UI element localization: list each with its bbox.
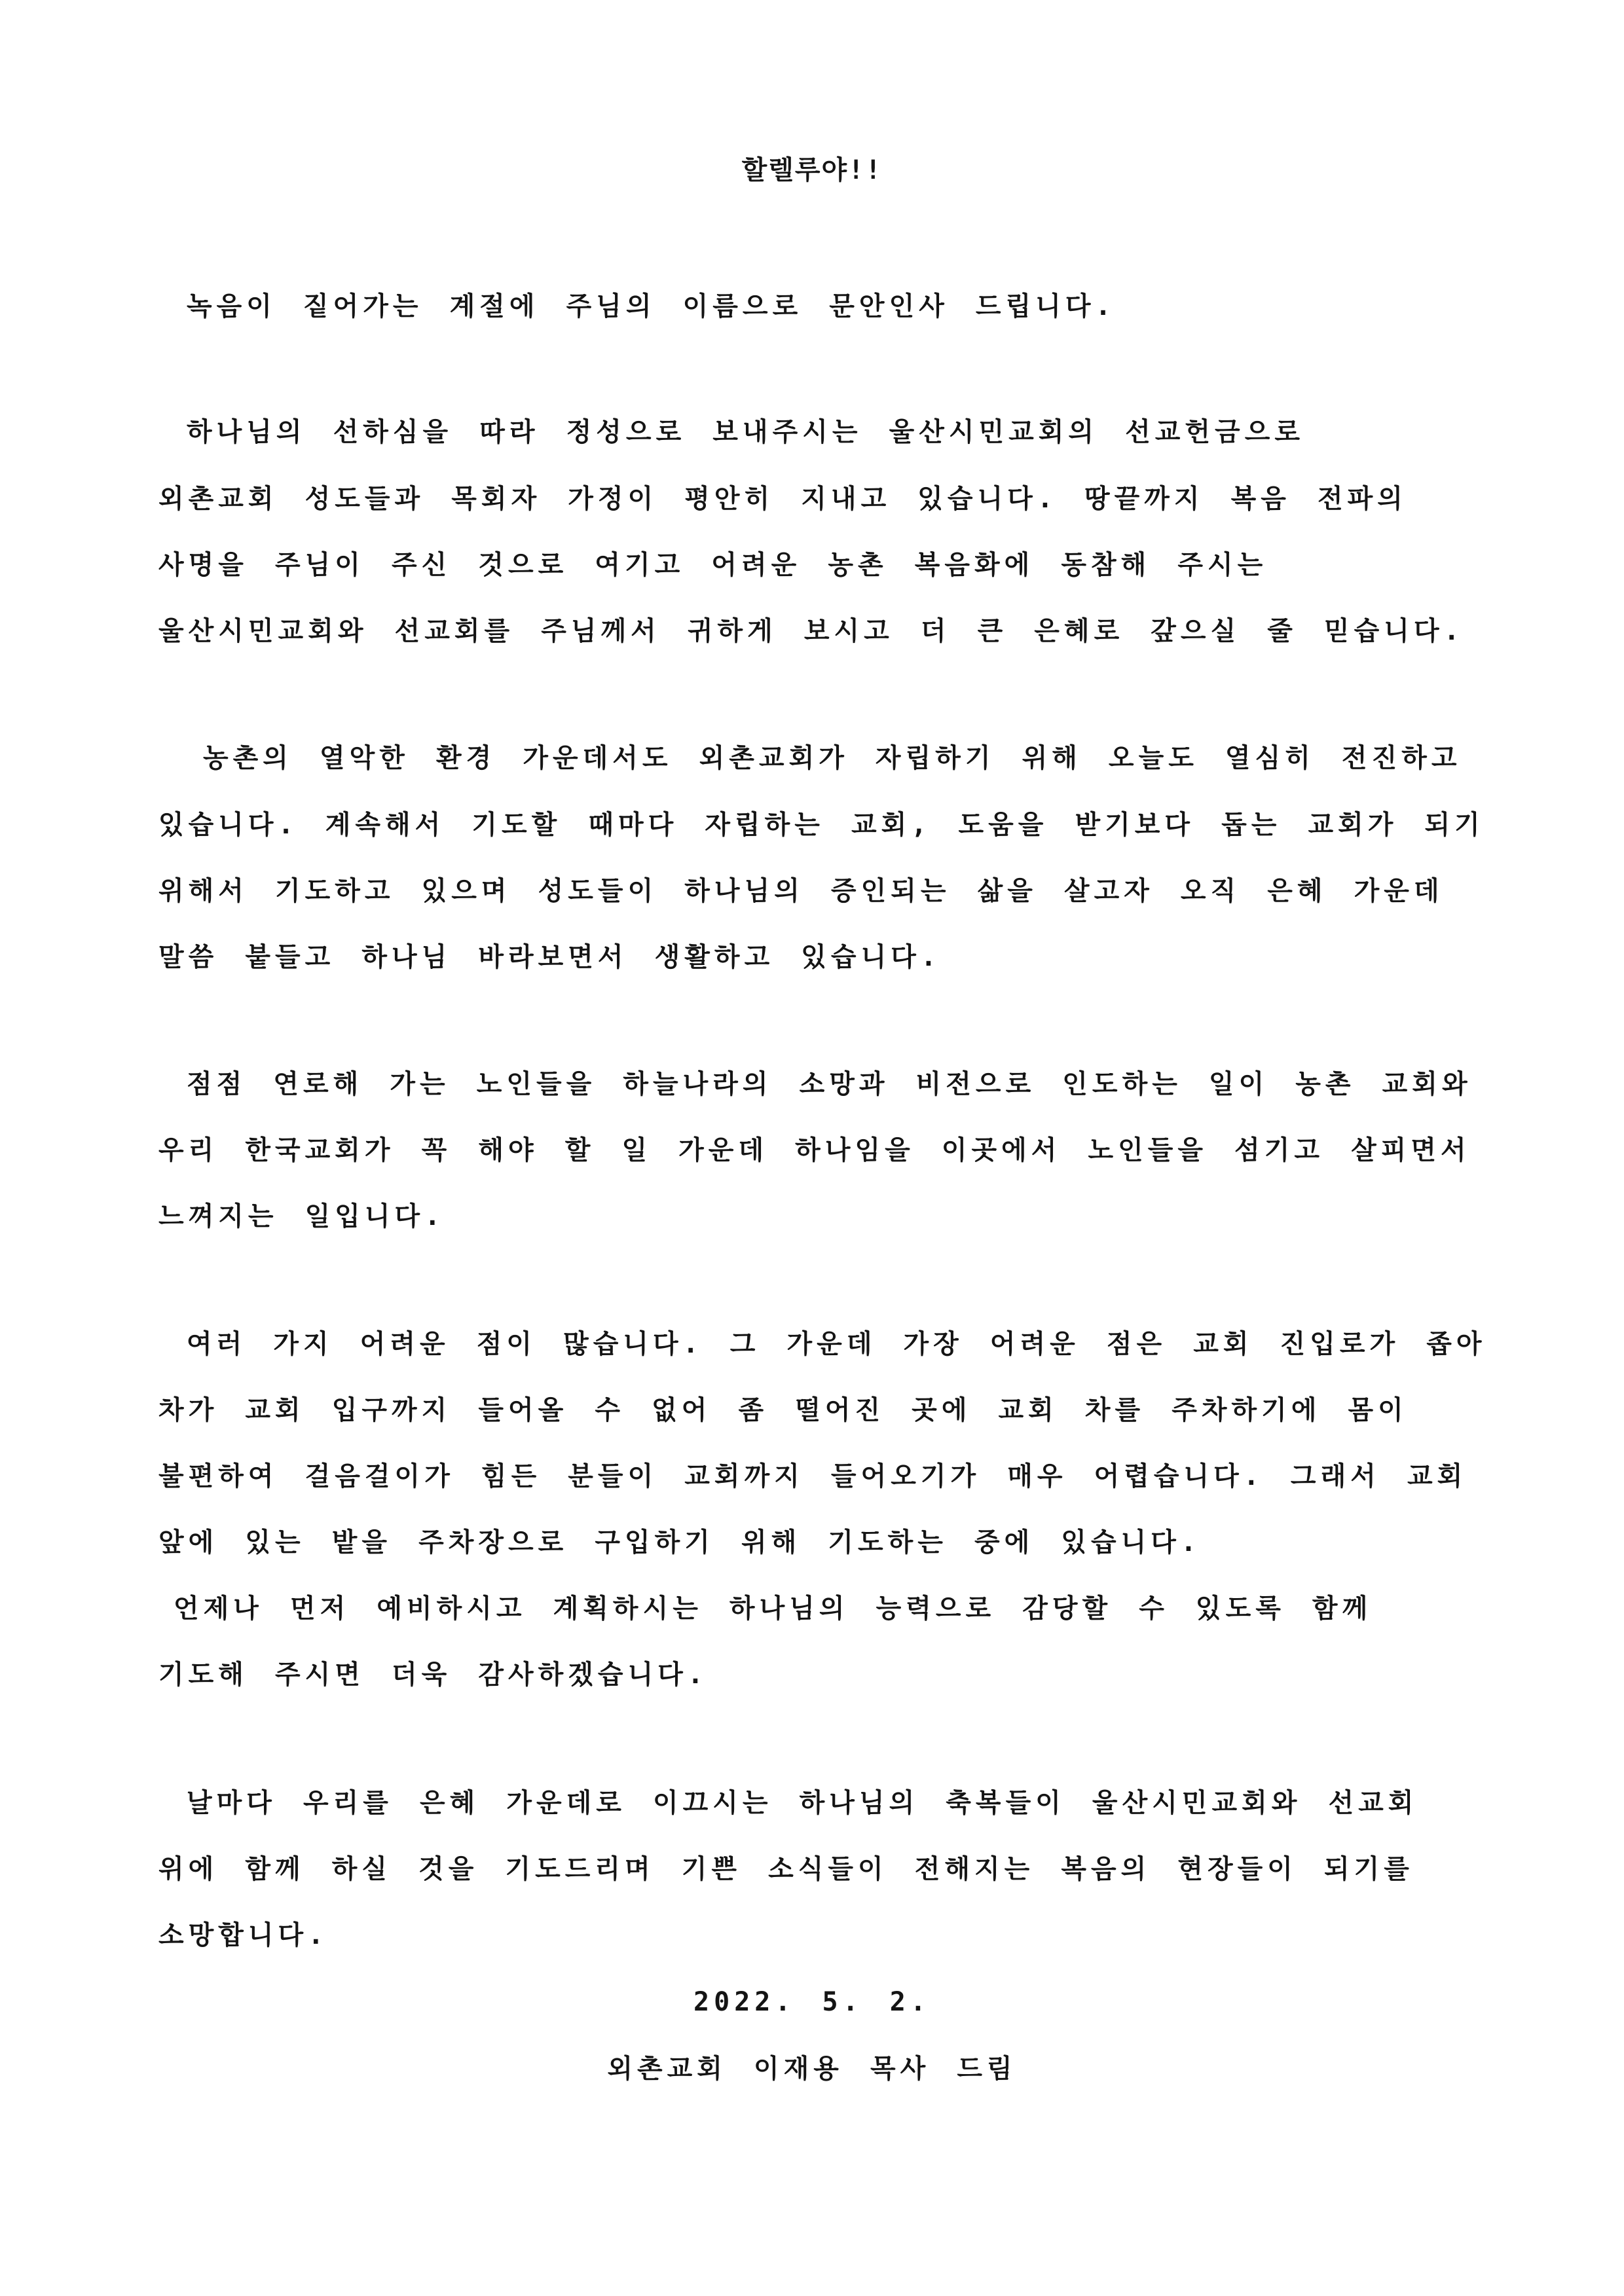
- paragraph-2-line-1: 농촌의 열악한 환경 가운데서도 외촌교회가 자립하기 위해 오늘도 열심히 전진하고: [203, 743, 1462, 773]
- paragraph-1-line-3: 사명을 주님이 주신 것으로 여기고 어려운 농촌 복음화에 동참해 주시는: [158, 550, 1268, 580]
- paragraph-4-line-6: 기도해 주시면 더욱 감사하겠습니다.: [158, 1660, 708, 1690]
- paragraph-4-line-1: 여러 가지 어려운 점이 많습니다. 그 가운데 가장 어려운 점은 교회 진입로가 좁아: [187, 1329, 1486, 1359]
- letter-signature: 외촌교회 이재용 목사 드림: [607, 2054, 1017, 2084]
- paragraph-3-line-3: 느껴지는 일입니다.: [158, 1201, 445, 1231]
- letter-title: 할렐루야!!: [741, 155, 883, 185]
- paragraph-1-line-4: 울산시민교회와 선교회를 주님께서 귀하게 보시고 더 큰 은혜로 갚으실 줄 믿습니다.: [158, 616, 1464, 646]
- paragraph-1-line-1: 하나님의 선하심을 따라 정성으로 보내주시는 울산시민교회의 선교헌금으로: [187, 417, 1304, 447]
- paragraph-1-line-2: 외촌교회 성도들과 목회자 가정이 평안히 지내고 있습니다. 땅끝까지 복음 전파의: [158, 484, 1407, 514]
- paragraph-5-line-2: 위에 함께 하실 것을 기도드리며 기쁜 소식들이 전해지는 복음의 현장들이 되기를: [158, 1854, 1414, 1884]
- letter-date: 2022. 5. 2.: [693, 1987, 931, 2017]
- paragraph-4-line-4: 앞에 있는 밭을 주차장으로 구입하기 위해 기도하는 중에 있습니다.: [158, 1527, 1202, 1558]
- paragraph-5-line-3: 소망합니다.: [158, 1920, 329, 1950]
- paragraph-4-line-2: 차가 교회 입구까지 들어올 수 없어 좀 떨어진 곳에 교회 차를 주차하기에 몸이: [158, 1395, 1408, 1425]
- paragraph-2-line-3: 위해서 기도하고 있으며 성도들이 하나님의 증인되는 삶을 살고자 오직 은혜 가운데: [158, 876, 1444, 906]
- paragraph-4-line-3: 불편하여 걸음걸이가 힘든 분들이 교회까지 들어오기가 매우 어렵습니다. 그래서 교회: [158, 1461, 1467, 1491]
- paragraph-4-line-5: 언제나 먼저 예비하시고 계획하시는 하나님의 능력으로 감당할 수 있도록 함께: [174, 1594, 1373, 1624]
- paragraph-3-line-2: 우리 한국교회가 꼭 해야 할 일 가운데 하나임을 이곳에서 노인들을 섬기고 살피면서: [158, 1135, 1471, 1165]
- paragraph-5-line-1: 날마다 우리를 은혜 가운데로 이끄시는 하나님의 축복들이 울산시민교회와 선교회: [187, 1788, 1418, 1818]
- greeting-line: 녹음이 짙어가는 계절에 주님의 이름으로 문안인사 드립니다.: [187, 291, 1116, 321]
- paragraph-3-line-1: 점점 연로해 가는 노인들을 하늘나라의 소망과 비전으로 인도하는 일이 농촌 교회와: [187, 1069, 1472, 1099]
- paragraph-2-line-4: 말씀 붙들고 하나님 바라보면서 생활하고 있습니다.: [158, 942, 941, 972]
- paragraph-2-line-2: 있습니다. 계속해서 기도할 때마다 자립하는 교회, 도움을 받기보다 돕는 교회가 되기: [158, 810, 1485, 840]
